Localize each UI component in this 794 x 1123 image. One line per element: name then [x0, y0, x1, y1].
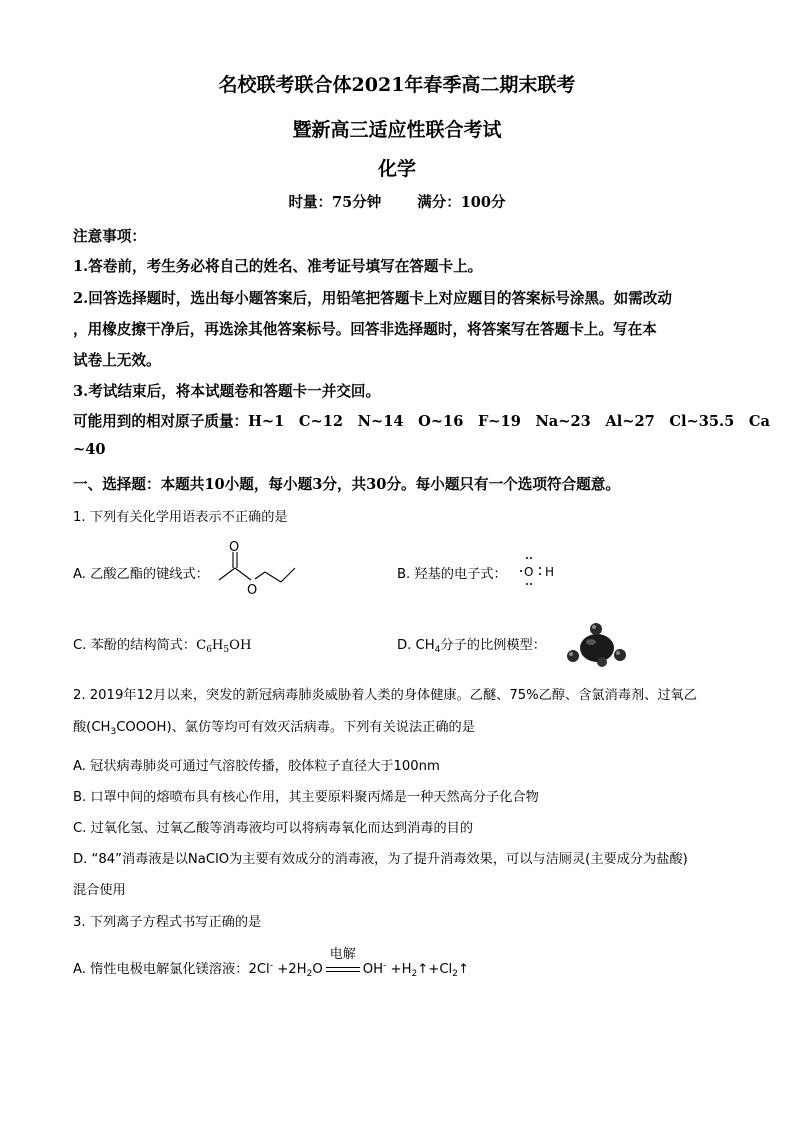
note-3: 3.考试结束后，将本试题卷和答题卡一并交回。 — [73, 383, 381, 400]
q1-option-b-label: B. 羟基的电子式： — [397, 567, 507, 582]
q2-option-b: B. 口罩中间的熔喷布具有核心作用，其主要原料聚丙烯是一种天然高分子化合物 — [73, 790, 539, 805]
reaction-condition: 电解 — [323, 962, 363, 977]
phenol-formula: $C_6H_5OH$ — [196, 638, 252, 656]
note-2-line2: ，用橡皮擦干净后，再选涂其他答案标号。回答非选择题时，将答案写在答题卡上。写在本 — [73, 321, 657, 338]
ethyl-acetate-skeletal-formula — [213, 538, 303, 600]
q2-stem-line2: 酸$(CH_3COOOH)$、氯仿等均可有效灭活病毒。下列有关说法正确的是 — [73, 720, 475, 738]
exam-title: 名校联考联合体2021年春季高二期末联考 — [218, 74, 576, 96]
score-label: 满分：100分 — [417, 194, 506, 211]
q1-stem: 1. 下列有关化学用语表示不正确的是 — [73, 510, 288, 525]
exam-meta — [0, 191, 794, 212]
svg-text:O: O — [524, 565, 534, 579]
q1-option-a — [73, 563, 209, 582]
subject-title: 化学 — [377, 158, 416, 180]
q2-stem-line1: 2. 2019年12月以来，突发的新冠病毒肺炎威胁着人类的身体健康。乙醚、75%乙醇、含氯消毒剂、过氧乙 — [73, 688, 697, 703]
section-1-heading: 一、选择题：本题共10小题，每小题3分，共30分。每小题只有一个选项符合题意。 — [73, 476, 620, 493]
q3-option-a — [73, 947, 470, 980]
svg-text:O: O — [229, 540, 240, 555]
svg-text:O: O — [247, 583, 258, 598]
notes-heading: 注意事项： — [73, 228, 146, 245]
q2-option-c: C. 过氧化氢、过氧乙酸等消毒液均可以将病毒氧化而达到消毒的目的 — [73, 821, 474, 836]
q3-option-a-label: A. 惰性电极电解氯化镁溶液： — [73, 962, 249, 977]
time-label: 时量：75分钟 — [288, 194, 382, 211]
note-2-line3: 试卷上无效。 — [73, 352, 161, 369]
atomic-mass-line1: 可能用到的相对原子质量：H~1 C~12 N~14 O~16 F~19 Na~23 Al~27 Cl~35.5 Ca — [73, 413, 770, 430]
methane-space-filling-model — [562, 622, 632, 668]
q3-stem: 3. 下列离子方程式书写正确的是 — [73, 915, 262, 930]
q1-option-c — [73, 634, 251, 655]
electrolysis-equation: $2Cl^- +2H_2O$ 电解 $OH^- +H_2↑+Cl_2↑$ — [248, 947, 470, 980]
atomic-mass-line2: ~40 — [73, 441, 106, 458]
hydroxyl-electron-formula — [515, 552, 565, 590]
note-1: 1.答卷前，考生务必将自己的姓名、准考证号填写在答题卡上。 — [73, 258, 483, 275]
q2-option-d-line2: 混合使用 — [73, 883, 126, 898]
q2-option-a: A. 冠状病毒肺炎可通过气溶胶传播，胶体粒子直径大于100nm — [73, 759, 440, 774]
q1-option-a-label: A. 乙酸乙酯的键线式： — [73, 567, 209, 582]
q1-option-c-label: C. 苯酚的结构简式： — [73, 638, 197, 653]
q1-option-d: D. $CH_4$分子的比例模型： — [397, 638, 546, 656]
note-2-line1: 2.回答选择题时，选出每小题答案后，用铅笔把答题卡上对应题目的答案标号涂黑。如需改动 — [73, 290, 672, 307]
q1-option-b — [397, 563, 507, 582]
exam-subtitle: 暨新高三适应性联合考试 — [292, 119, 502, 141]
q2-option-d-line1: D. “84”消毒液是以NaClO为主要有效成分的消毒液，为了提升消毒效果，可以与洁厕灵(主要成分为盐酸) — [73, 852, 688, 867]
svg-text:H: H — [545, 565, 555, 579]
